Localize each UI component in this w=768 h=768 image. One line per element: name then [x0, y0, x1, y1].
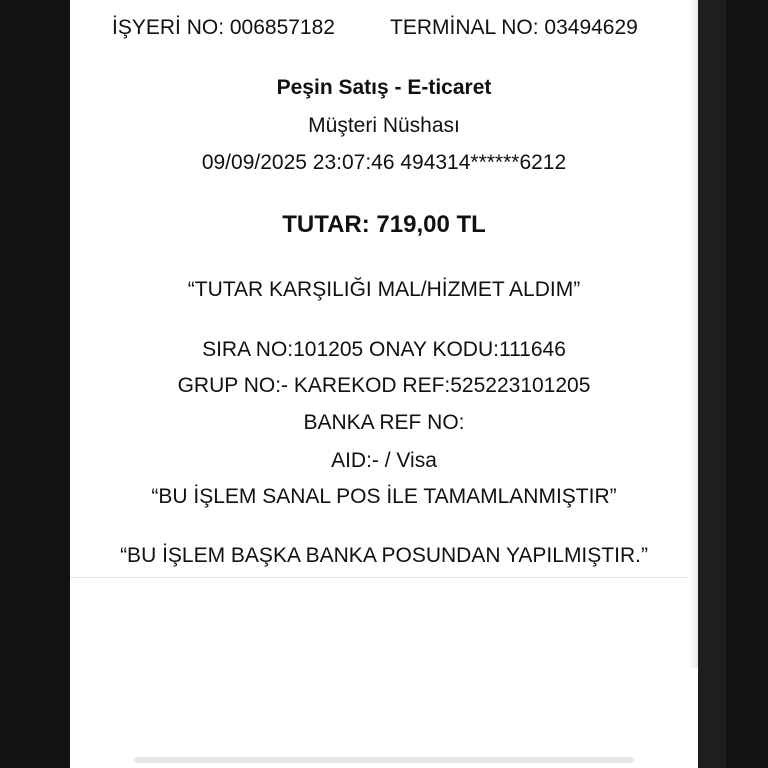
- amount-total: TUTAR: 719,00 TL: [282, 211, 486, 238]
- merchant-number: İŞYERİ NO: 006857182: [112, 16, 335, 39]
- transaction-type: Peşin Satış - E-ticaret: [276, 76, 492, 99]
- virtual-pos-note: “BU İŞLEM SANAL POS İLE TAMAMLANMIŞTIR”: [151, 485, 617, 508]
- scroll-indicator: [134, 757, 634, 763]
- other-bank-note: “BU İŞLEM BAŞKA BANKA POSUNDAN YAPILMIŞTIR.”: [120, 544, 648, 567]
- acknowledgement-text: “TUTAR KARŞILIĞI MAL/HİZMET ALDIM”: [187, 278, 581, 301]
- group-qr-reference-line: GRUP NO:- KAREKOD REF:525223101205: [177, 374, 591, 397]
- terminal-number: TERMİNAL NO: 03494629: [390, 16, 638, 39]
- aid-line: AID:- / Visa: [331, 449, 437, 472]
- copy-type: Müşteri Nüshası: [308, 114, 460, 137]
- sequence-approval-line: SIRA NO:101205 ONAY KODU:111646: [202, 338, 566, 361]
- page-edge-shadow: [688, 0, 698, 668]
- datetime-card-number: 09/09/2025 23:07:46 494314******6212: [201, 151, 567, 174]
- receipt-page: [70, 0, 698, 768]
- receipt-header: [70, 16, 698, 44]
- background-band: [698, 0, 726, 768]
- bank-reference-line: BANKA REF NO:: [303, 411, 465, 434]
- content-divider: [70, 577, 698, 578]
